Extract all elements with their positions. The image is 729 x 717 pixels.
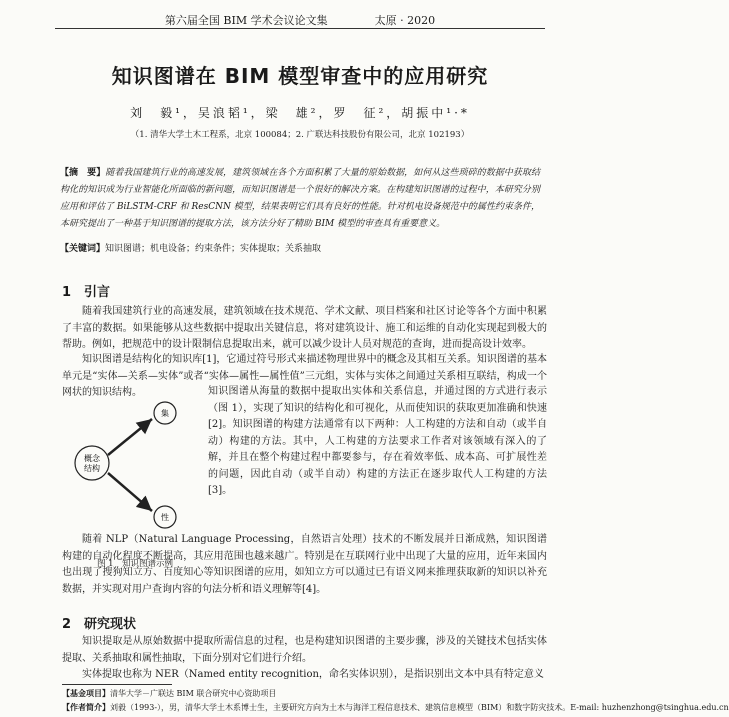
conference-name: 第六届全国 BIM 学术会议论文集 — [164, 14, 328, 27]
section-number: 2 — [62, 617, 72, 632]
running-header — [0, 12, 600, 28]
header-rule — [55, 28, 545, 29]
section-title: 研究现状 — [84, 617, 137, 632]
section-heading-2 — [62, 613, 136, 632]
paragraph: 知识提取是从原始数据中提取所需信息的过程，也是构建知识图谱的主要步骤，涉及的关键技术包括实体提取、关系抽取和属性抽取，下面分别对它们进行介绍。 — [62, 636, 547, 664]
abstract — [60, 165, 540, 233]
relation-edge — [108, 473, 152, 511]
author-label: 【作者简介】 — [62, 702, 110, 712]
node-b-label: 性 — [161, 513, 169, 522]
paragraph: 随着我国建筑行业的高速发展，建筑领域在技术规范、学术文献、项目档案和社区讨论等各个方面中积累了丰富的数据。如果能够从这些数据中提取出关键信息，将对建筑设计、施工和运维的自动化实现起到极大的帮助。例如，把规范中的设计限制信息提取出来，就可以减少设计人员对规范的查询，进而提高设计效率。 — [62, 306, 547, 350]
figure-caption: 图 1 知识图谱示例 — [96, 559, 174, 569]
concept-node — [75, 446, 109, 480]
paper-title: 知识图谱在 BIM 模型审查中的应用研究 — [111, 64, 489, 88]
place-date: 太原 · 2020 — [374, 14, 436, 27]
keywords-text: 知识图谱；机电设备；约束条件；实体提取；关系抽取 — [105, 244, 322, 254]
section-title: 引言 — [84, 285, 111, 300]
section-heading-1 — [62, 281, 110, 300]
footnote-author — [62, 700, 729, 715]
relation-edge — [108, 419, 152, 455]
affiliations: （1. 清华大学土木工程系，北京 100084；2. 广联达科技股份有限公司，北京 102193） — [130, 130, 470, 140]
author-list: 刘 毅¹，吴浪韬¹，梁 雄²，罗 征²，胡振中¹·* — [130, 106, 470, 120]
node-a-label: 集 — [161, 409, 169, 418]
author-text: 刘毅（1993-），男，清华大学土木系博士生，主要研究方向为土木与海洋工程信息技术、建筑信息模型（BIM）和数字防灾技术。E-mail: huzhenzhong@tsinghua.edu.cn — [110, 703, 729, 712]
concept-label-2: 结构 — [84, 464, 100, 473]
fund-label: 【基金项目】 — [62, 688, 110, 698]
abstract-label: 【摘 要】 — [60, 168, 106, 178]
fund-text: 清华大学－广联达 BIM 联合研究中心资助项目 — [110, 689, 277, 698]
paragraph: 知识图谱从海量的数据中提取出实体和关系信息，并通过图的方式进行表示（图 1），实现了知识的结构化和可视化，从而使知识的获取更加准确和快速[2]。知识图谱的构建方法通常有以下两种：人工构建的方法和自动（或半自动）构建的方法。其中，人工构建的方法要求工作者对该领域有深入的了解，并且在整个构建过程中都要参与，存在着效率低、成本高、可扩展性差的问题，因此自动（或半自动）构建的方法正在逐步取代人工构建的方法[3]。 — [208, 386, 547, 496]
paragraph: 实体提取也称为 NER（Named entity recognition，命名实体识别），是指识别出文本中具有特定意义 — [82, 669, 544, 680]
concept-label-1: 概念 — [84, 454, 100, 463]
footnote-fund — [62, 686, 547, 701]
footnote-rule — [62, 684, 172, 685]
section-number: 1 — [62, 285, 72, 300]
graph-diagram — [70, 385, 205, 545]
abstract-text: 随着我国建筑行业的高速发展，建筑领域在各个方面积累了大量的原始数据，如何从这些琐碎的数据中获取结构化的知识成为行业智能化所面临的新问题，而知识图谱是一个很好的解决方案。在构建知识图谱的过程中，本研究分别应用和评估了 BiLSTM-CRF 和 ResCNN 模型，结果表明它们具有良好的性能。针对机电设备规范中的属性约束条件，本研究提出了一种基于知识图谱的提取方法，该方法分好了精助 BIM 模型的审查具有重要意义。 — [60, 168, 540, 229]
paragraph: 随着 NLP（Natural Language Processing，自然语言处理）技术的不断发展并日渐成熟，知识图谱构建的自动化程度不断提高，其应用范围也越来越广。特别是在互联网行业中出现了大量的应用，近年来国内也出现了搜狗知立方、百度知心等知识图谱的应用，如知立方可以通过已有语义网来推理获取新的知识以补充数据，并实现对用户查询内容的句法分析和语义理解等[4]。 — [62, 534, 547, 595]
figure-knowledge-graph — [70, 385, 205, 545]
keywords-label: 【关键词】 — [60, 244, 106, 254]
keywords — [60, 241, 540, 254]
paragraph: 知识图谱是结构化的知识库[1]，它通过符号形式来描述物理世界中的概念及其相互关系。知识图谱的基本单元是“实体—关系—实体”或者“实体—属性—属性值”三元组，实体与实体之间通过关系相互联结，构成一个网状的知识结构。 — [62, 354, 547, 398]
